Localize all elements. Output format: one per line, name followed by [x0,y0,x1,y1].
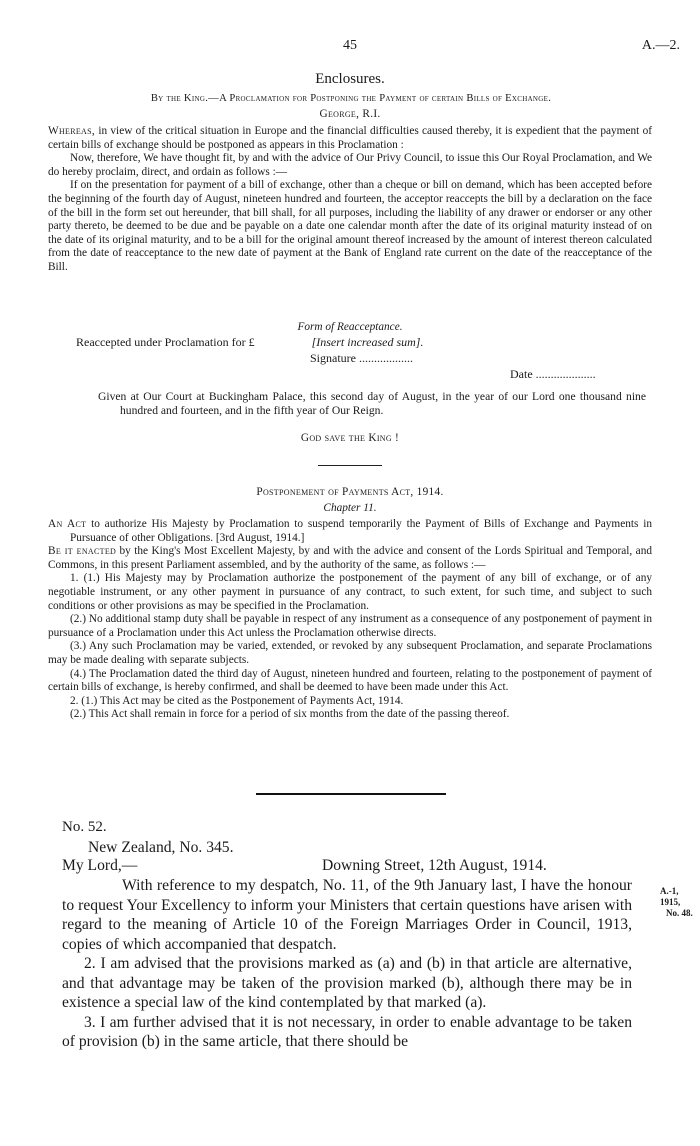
god-save-the-king: God save the King ! [300,432,400,444]
margin-reference: A.-1, 1915, No. 48. [660,886,693,918]
proclamation-title: By the King.—A Proclamation for Postponing the Payment of certain Bills of Exchange. [150,93,552,104]
despatch-paragraph-1: With reference to my despatch, No. 11, of the 9th January last, I have the honour to request Your Excellency to inform your Ministers that certain questions have arisen with regard to the meaning of Article 10 of the Foreign Marriages Order in Council, 1913, copies of which accompanied that despatch. [62,877,632,953]
form-line: Reaccepted under Proclamation for £ [Insert increased sum]. [76,335,424,349]
section-1-3: (3.) Any such Proclamation may be varied, extended, or revoked by any subsequent Proclamation, and separate Proclamations may be made dealing with separate subjects. [48,640,652,666]
salutation: My Lord,— [62,857,138,874]
signatory: George, R.I. [319,108,381,120]
act-body [48,518,652,722]
act-preamble: An Act to authorize His Majesty by Proclamation to suspend temporarily the Payment of Bills of Exchange and Payments in Pursuance of other Obligations. [3rd August, 1914.] [48,518,652,544]
section-1-1: 1. (1.) His Majesty may by Proclamation authorize the postponement of the payment of any bill of exchange, or of any negotiable instrument, or any other payment in pursuance of any contract, to such extent, for such time, and subject to such conditions or other provisions as may be specified in the Proclamation. [48,572,652,612]
date-line: Date .................... [510,367,596,381]
section-1-4: (4.) The Proclamation dated the third day of August, nineteen hundred and fourteen, relating to the postponement of payment of certain bills of exchange, is hereby confirmed, and shall be deemed to have been made under this Act. [48,667,652,694]
despatch-addressee: New Zealand, No. 345. [88,839,234,856]
section-divider [318,465,382,466]
enclosures-heading: Enclosures. [315,71,385,87]
act-title: Postponement of Payments Act, 1914. [256,486,444,498]
despatch-paragraph-2: 2. I am advised that the provisions marked as (a) and (b) in that article are alternative, and that advantage may be taken of the provision marked (b), although there may be in existence a special law of the kind contemplated by that marked (a). [62,955,632,1011]
given-at-court: Given at Our Court at Buckingham Palace, this second day of August, in the year of our Lord one thousand nine hundred and fourteen, and in the fifth year of Our Reign. [98,390,646,417]
reacceptance-paragraph: If on the presentation for payment of a bill of exchange, other than a cheque or bill on demand, which has been accepted before the beginning of the fourth day of August, nineteen hundred and fourteen, the acceptor reaccepts the bill by a declaration on the face of the bill in the form set out hereunder, that bill shall, for all purposes, including the liability of any drawer or endorser or any other party thereto, be deemed to be due and be payable on a date one calendar month after the date of its original maturity instead of on the date of its original maturity, and to be a bill for the original amount thereof increased by the amount of interest thereon calculated from the date of reacceptance to the new date of payment at the Bank of England rate current on the date of the reacceptance of the Bill. [48,179,652,273]
whereas-paragraph: Whereas, in view of the critical situation in Europe and the financial difficulties caused thereby, it is expedient that the payment of certain bills of exchange should be postponed as appears in this Proclamation : [48,125,652,151]
whereas-lead: Whereas, [48,125,95,137]
page-number: 45 [343,38,357,53]
place-date: Downing Street, 12th August, 1914. [322,857,547,874]
proclamation-body [48,125,652,275]
despatch-body [62,876,632,1052]
form-insert: [Insert increased sum]. [311,335,424,349]
document-reference: A.—2. [641,38,680,53]
signature-line: Signature .................. [310,351,413,365]
despatch-number: No. 52. [62,819,107,835]
act-chapter: Chapter 11. [323,502,377,514]
section-2-2: (2.) This Act shall remain in force for a period of six months from the date of the passing thereof. [70,708,510,721]
ordain-paragraph: Now, therefore, We have thought fit, by and with the advice of Our Privy Council, to issue this Our Royal Proclamation, and We do hereby proclaim, direct, and ordain as follows :— [48,152,652,178]
section-2-1: 2. (1.) This Act may be cited as the Postponement of Payments Act, 1914. [70,694,404,707]
thick-divider [256,793,446,795]
enacting-clause: Be it enacted by the King's Most Excellent Majesty, by and with the advice and consent of the Lords Spiritual and Temporal, and Commons, in this present Parliament assembled, and by the authority of the same, as follows :— [48,545,652,571]
section-1-2: (2.) No additional stamp duty shall be payable in respect of any instrument as a consequence of any postponement of payment in pursuance of a Proclamation under this Act unless the Proclamation otherwise directs. [48,613,652,639]
despatch-paragraph-3: 3. I am further advised that it is not necessary, in order to enable advantage to be taken of provision (b) in the same article, that there should be [62,1013,632,1050]
form-title: Form of Reacceptance. [297,321,403,333]
